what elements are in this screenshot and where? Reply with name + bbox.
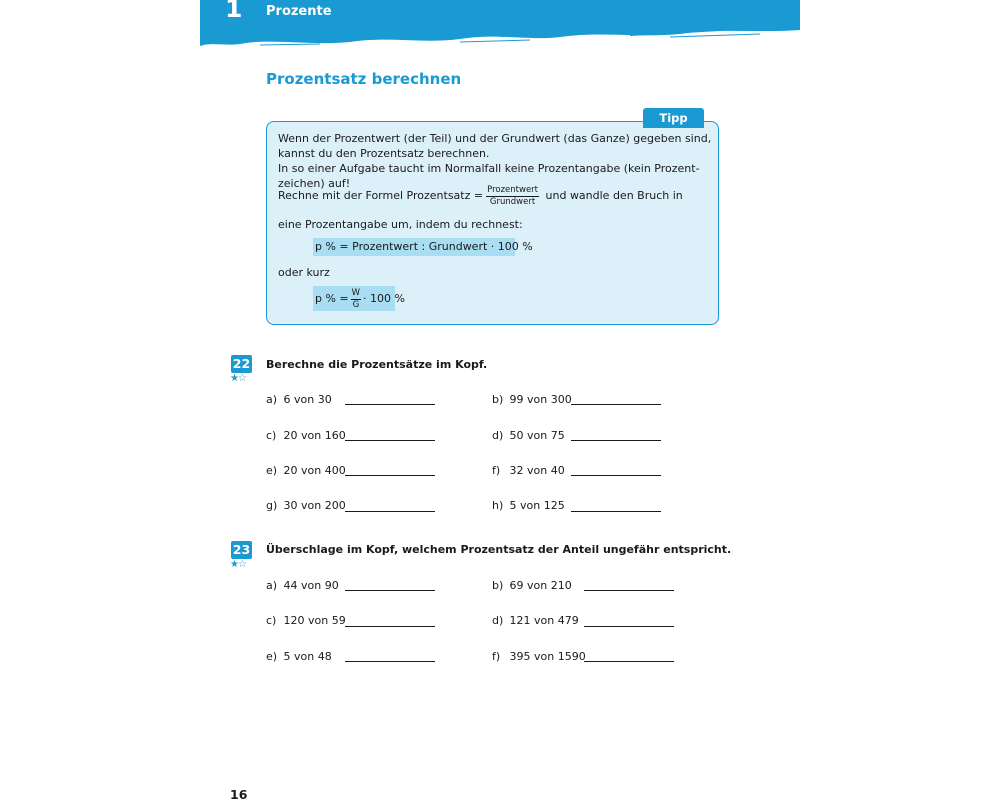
formula-prefix: Rechne mit der Formel Prozentsatz = <box>278 189 484 202</box>
tipp-tab: Tipp <box>643 108 704 128</box>
task-22-answer-line-e[interactable] <box>345 475 435 476</box>
formula-short-suffix: · 100 % <box>363 292 405 305</box>
task-22-item-c: c) 20 von 160 <box>266 429 346 442</box>
formula-short-prefix: p % = <box>315 292 349 305</box>
task-23-item-e: e) 5 von 48 <box>266 650 332 663</box>
task-22-answer-line-d[interactable] <box>571 440 661 441</box>
tipp-text-line-6: eine Prozentangabe um, indem du rechnest: <box>278 218 523 231</box>
tipp-text-line-1: Wenn der Prozentwert (der Teil) und der Grundwert (das Ganze) gegeben sind, <box>278 132 712 145</box>
page-number: 16 <box>230 787 248 802</box>
task-22-item-f: f) 32 von 40 <box>492 464 565 477</box>
tipp-text-line-3: In so einer Aufgabe taucht im Normalfall keine Prozentangabe (kein Prozent- <box>278 162 700 175</box>
tipp-formula-line <box>278 186 683 206</box>
chapter-number: 1 <box>225 0 243 23</box>
task-23-answer-line-d[interactable] <box>584 626 674 627</box>
section-title: Prozentsatz berechnen <box>266 70 462 88</box>
task-22-instruction: Berechne die Prozentsätze im Kopf. <box>266 358 488 371</box>
task-22-answer-line-f[interactable] <box>571 475 661 476</box>
tipp-text-line-2: kannst du den Prozentsatz berechnen. <box>278 147 490 160</box>
task-23-answer-line-f[interactable] <box>584 661 674 662</box>
task-22-item-h: h) 5 von 125 <box>492 499 565 512</box>
task-22-item-b: b) 99 von 300 <box>492 393 572 406</box>
task-22-item-g: g) 30 von 200 <box>266 499 346 512</box>
task-23-answer-line-a[interactable] <box>345 590 435 591</box>
task-22-item-e: e) 20 von 400 <box>266 464 346 477</box>
task-22-answer-line-h[interactable] <box>571 511 661 512</box>
task-23-number-badge: 23 <box>232 542 251 557</box>
task-23-answer-line-b[interactable] <box>584 590 674 591</box>
formula-short-fraction <box>351 289 361 309</box>
oder-kurz-text: oder kurz <box>278 266 330 279</box>
formula-short-numerator: W <box>351 288 361 298</box>
fraction-numerator: Prozentwert <box>487 185 539 195</box>
formula-fraction <box>486 186 539 206</box>
tipp-text-line-4: zeichen) auf! <box>278 177 351 190</box>
formula-long: p % = Prozentwert : Grundwert · 100 % <box>313 238 515 256</box>
task-22-answer-line-b[interactable] <box>571 404 661 405</box>
task-23-answer-line-e[interactable] <box>345 661 435 662</box>
chapter-title: Prozente <box>266 4 332 19</box>
task-22-answer-line-c[interactable] <box>345 440 435 441</box>
task-23-instruction: Überschlage im Kopf, welchem Prozentsatz der Anteil ungefähr entspricht. <box>266 543 732 556</box>
task-23-item-d: d) 121 von 479 <box>492 614 579 627</box>
task-23-item-b: b) 69 von 210 <box>492 579 572 592</box>
task-23-item-f: f) 395 von 1590 <box>492 650 586 663</box>
task-22-answer-line-a[interactable] <box>345 404 435 405</box>
task-23-item-c: c) 120 von 59 <box>266 614 346 627</box>
fraction-denominator: Grundwert <box>489 196 536 207</box>
formula-short-denominator: G <box>352 299 360 310</box>
formula-suffix: und wandle den Bruch in <box>545 189 683 202</box>
task-22-item-d: d) 50 von 75 <box>492 429 565 442</box>
task-22-item-a: a) 6 von 30 <box>266 393 332 406</box>
task-23-item-a: a) 44 von 90 <box>266 579 339 592</box>
task-22-difficulty-stars: ★☆ <box>230 373 246 384</box>
task-23-difficulty-stars: ★☆ <box>230 559 246 570</box>
task-22-number-badge: 22 <box>232 356 251 371</box>
task-22-answer-line-g[interactable] <box>345 511 435 512</box>
formula-short <box>313 286 405 311</box>
task-23-answer-line-c[interactable] <box>345 626 435 627</box>
